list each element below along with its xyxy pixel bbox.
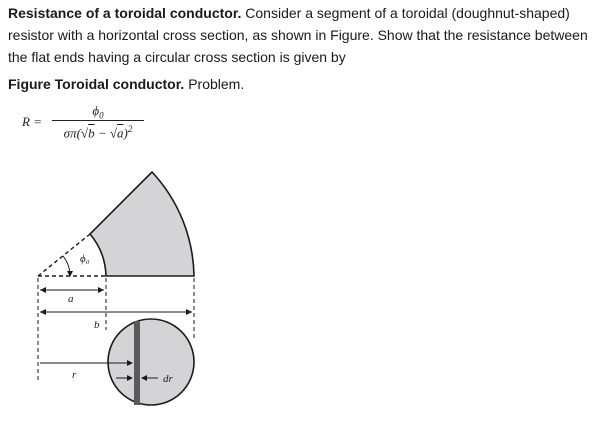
dim-b-arrow-left bbox=[40, 309, 46, 315]
toroid-segment bbox=[90, 172, 194, 276]
formula-denominator: $\sigma\pi(√b - √a)^2$ bbox=[63, 124, 133, 141]
figure-caption-rest: Problem. bbox=[188, 76, 245, 92]
label-a: a bbox=[68, 293, 74, 305]
cross-section-circle bbox=[108, 319, 194, 405]
label-dr: dr bbox=[163, 373, 173, 385]
formula-lhs: R = bbox=[22, 114, 42, 129]
label-r: r bbox=[72, 369, 77, 381]
problem-body: Consider a segment of a toroidal (doughnut-shaped) resistor with a horizontal cross section, as shown in Figure. Show that the resistance between the flat ends having a circular cross section is given by bbox=[8, 5, 588, 65]
dim-b-arrow-right bbox=[186, 309, 192, 315]
dim-a-arrow-left bbox=[40, 287, 46, 293]
label-b: b bbox=[94, 319, 100, 331]
figure-caption-bold: Figure Toroidal conductor. bbox=[8, 76, 185, 92]
label-phi0: ϕ₀ bbox=[80, 253, 90, 265]
cross-section-strip bbox=[134, 321, 140, 405]
problem-title: Resistance of a toroidal conductor. bbox=[8, 5, 242, 21]
dim-a-arrow-right bbox=[98, 287, 104, 293]
formula-numerator: $\phi_0$ bbox=[92, 103, 104, 121]
